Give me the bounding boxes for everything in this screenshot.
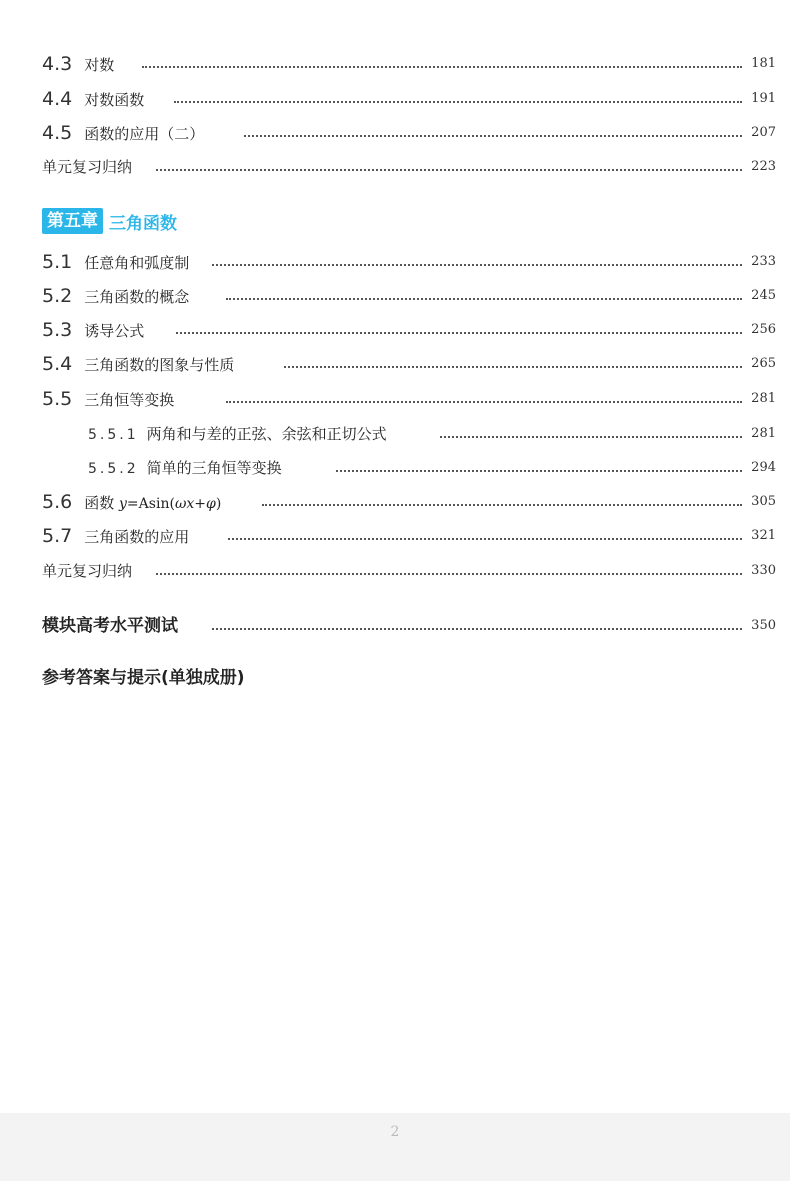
- page-number: 2: [390, 1124, 400, 1140]
- dot-leader: [226, 298, 742, 300]
- page-ref: 256: [747, 315, 776, 345]
- formula-plus: +: [194, 496, 206, 512]
- page-ref: 223: [747, 152, 776, 182]
- toc-entry-4-5[interactable]: [0, 118, 790, 148]
- page-ref: 281: [747, 419, 776, 449]
- page-ref: 330: [747, 556, 776, 586]
- formula-equals: =: [126, 496, 139, 512]
- chapter-heading[interactable]: [42, 208, 177, 234]
- section-title: 单元复习归纳: [42, 158, 133, 176]
- section-title: 三角函数的应用: [84, 528, 190, 546]
- section-title: 三角函数的概念: [84, 288, 190, 306]
- dot-leader: [142, 66, 742, 68]
- section-number: 5.3: [42, 319, 73, 341]
- formula-x: x: [186, 496, 195, 512]
- toc-entry-4-4[interactable]: [0, 84, 790, 114]
- page-ref: 294: [747, 453, 776, 483]
- subsection-title: 两角和与差的正弦、余弦和正切公式: [146, 425, 387, 443]
- page-ref: 233: [747, 247, 776, 277]
- toc-entry-5-2[interactable]: [0, 281, 790, 311]
- section-number: 5.1: [42, 251, 73, 273]
- page-ref: 350: [747, 611, 776, 641]
- toc-entry-module-test[interactable]: [0, 611, 790, 641]
- chapter-badge: 第五章: [42, 208, 103, 234]
- section-title-prefix: 函数: [84, 494, 119, 512]
- page-ref: 321: [747, 521, 776, 551]
- page-ref: 245: [747, 281, 776, 311]
- section-number: 4.4: [42, 88, 73, 110]
- chapter-title: 三角函数: [109, 213, 177, 234]
- dot-leader: [212, 264, 742, 266]
- section-number: 4.5: [42, 122, 73, 144]
- page-ref: 191: [747, 84, 776, 114]
- section-number: 4.3: [42, 53, 73, 75]
- section-number: 5.2: [42, 285, 73, 307]
- section-number: 5.4: [42, 353, 73, 375]
- subsection-number: 5.5.1: [88, 427, 139, 443]
- page-ref: 181: [747, 49, 776, 79]
- dot-leader: [212, 628, 742, 630]
- formula: [119, 496, 221, 512]
- formula-amplitude: A: [138, 496, 149, 512]
- page-ref: 305: [747, 487, 776, 517]
- toc-entry-5-4[interactable]: [0, 349, 790, 379]
- subsection-number: 5.5.2: [88, 461, 139, 477]
- formula-lparen: (: [169, 496, 175, 512]
- formula-phi: φ: [206, 496, 216, 512]
- dot-leader: [176, 332, 742, 334]
- dot-leader: [156, 169, 742, 171]
- page-ref: 265: [747, 349, 776, 379]
- toc-entry-5-5-2[interactable]: [0, 453, 790, 483]
- dot-leader: [440, 436, 742, 438]
- section-number: 5.6: [42, 491, 73, 513]
- dot-leader: [226, 401, 742, 403]
- toc-entry-5-3[interactable]: [0, 315, 790, 345]
- subsection-title: 简单的三角恒等变换: [146, 459, 282, 477]
- formula-omega: ω: [174, 496, 187, 512]
- toc-entry-5-7[interactable]: [0, 521, 790, 551]
- formula-y: y: [119, 496, 127, 512]
- toc-entry-unit-review-5[interactable]: [0, 556, 790, 586]
- dot-leader: [284, 366, 742, 368]
- toc-entry-5-6[interactable]: [0, 487, 790, 517]
- page-ref: 281: [747, 384, 776, 414]
- dot-leader: [336, 470, 742, 472]
- section-title: 对数函数: [84, 91, 145, 109]
- section-title: 诱导公式: [84, 322, 145, 340]
- section-title: 三角函数的图象与性质: [84, 356, 235, 374]
- section-title: 单元复习归纳: [42, 562, 133, 580]
- formula-sin: sin: [148, 496, 170, 512]
- dot-leader: [228, 538, 742, 540]
- module-test-title: 模块高考水平测试: [42, 616, 178, 636]
- toc-entry-4-3[interactable]: [0, 49, 790, 79]
- section-title: 三角恒等变换: [84, 391, 175, 409]
- dot-leader: [262, 504, 742, 506]
- dot-leader: [174, 101, 742, 103]
- toc-entry-5-5[interactable]: [0, 384, 790, 414]
- answers-title: 参考答案与提示(单独成册): [42, 668, 245, 688]
- toc-entry-answers[interactable]: [0, 663, 790, 693]
- section-title: 任意角和弧度制: [84, 254, 190, 272]
- formula-rparen: ): [215, 496, 222, 512]
- toc-entry-5-5-1[interactable]: [0, 419, 790, 449]
- section-number: 5.5: [42, 388, 73, 410]
- dot-leader: [244, 135, 742, 137]
- section-title: 对数: [84, 56, 115, 74]
- page-ref: 207: [747, 118, 776, 148]
- toc-entry-5-1[interactable]: [0, 247, 790, 277]
- toc-entry-unit-review-4[interactable]: [0, 152, 790, 182]
- dot-leader: [156, 573, 742, 575]
- section-number: 5.7: [42, 525, 73, 547]
- section-title: 函数的应用（二）: [84, 125, 205, 143]
